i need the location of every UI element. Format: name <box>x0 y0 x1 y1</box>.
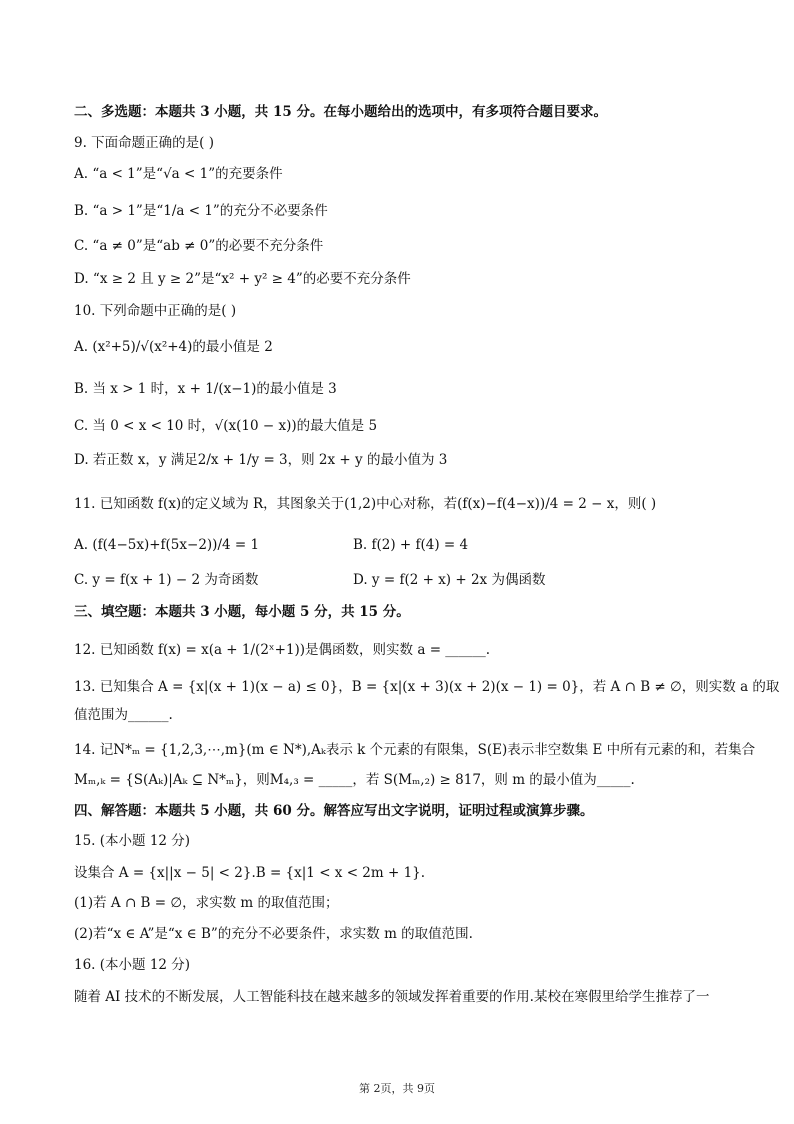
q10-option-b: B. 当 x > 1 时，x + 1/(x−1)的最小值是 3 <box>74 381 337 397</box>
q9-option-a: A. “a < 1”是“√a < 1”的充要条件 <box>74 166 283 182</box>
q11-option-c: C. y = f(x + 1) − 2 为奇函数 <box>74 572 259 588</box>
q14-line-1: 14. 记N*ₘ = {1,2,3,⋯,m}(m ∈ N*),Aₖ表示 k 个元素的有限集，S(E)表示非空数集 E 中所有元素的和，若集合 <box>74 742 756 758</box>
q11-stem: 11. 已知函数 f(x)的定义域为 R，其图象关于(1,2)中心对称，若(f(x)−f(4−x))/4 = 2 − x，则( ) <box>74 496 657 512</box>
page-footer: 第 2页，共 9页 <box>359 1082 435 1095</box>
q9-option-b: B. “a > 1”是“1/a < 1”的充分不必要条件 <box>74 203 328 219</box>
q10-option-c: C. 当 0 < x < 10 时，√(x(10 − x))的最大值是 5 <box>74 418 378 434</box>
q15-stem: 设集合 A = {x||x − 5| < 2}.B = {x|1 < x < 2m + 1}. <box>74 865 426 881</box>
q9-option-d: D. “x ≥ 2 且 y ≥ 2”是“x² + y² ≥ 4”的必要不充分条件 <box>74 271 411 287</box>
q15-title: 15. (本小题 12 分) <box>74 833 191 849</box>
q12-stem: 12. 已知函数 f(x) = x(a + 1/(2ˣ+1))是偶函数，则实数 a = ______. <box>74 642 491 658</box>
q11-option-d: D. y = f(2 + x) + 2x 为偶函数 <box>353 572 546 588</box>
q13-line-1: 13. 已知集合 A = {x|(x + 1)(x − a) ≤ 0}，B = {x|(x + 3)(x + 2)(x − 1) = 0}，若 A ∩ B ≠ ∅，则实数 a 的取 <box>74 679 780 695</box>
q9-stem: 9. 下面命题正确的是( ) <box>74 135 214 151</box>
q16-title: 16. (本小题 12 分) <box>74 957 191 973</box>
q13-line-2: 值范围为______. <box>74 707 173 723</box>
section-3-heading: 三、填空题：本题共 3 小题，每小题 5 分，共 15 分。 <box>74 604 410 620</box>
q11-option-a: A. (f(4−5x)+f(5x−2))/4 = 1 <box>74 537 260 553</box>
section-2-heading: 二、多选题：本题共 3 小题，共 15 分。在每小题给出的选项中，有多项符合题目要求。 <box>74 104 607 120</box>
q9-option-c: C. “a ≠ 0”是“ab ≠ 0”的必要不充分条件 <box>74 238 324 254</box>
section-4-heading: 四、解答题：本题共 5 小题，共 60 分。解答应写出文字说明，证明过程或演算步骤。 <box>74 803 594 819</box>
q14-line-2: Mₘ,ₖ = {S(Aₖ)|Aₖ ⊆ N*ₘ}，则M₄,₃ = _____，若 S(Mₘ,₂) ≥ 817，则 m 的最小值为_____. <box>74 772 635 788</box>
q10-option-a: A. (x²+5)/√(x²+4)的最小值是 2 <box>74 339 273 355</box>
q16-stem: 随着 AI 技术的不断发展，人工智能科技在越来越多的领域发挥着重要的作用.某校在寒假里给学生推荐了一 <box>74 989 710 1005</box>
q10-option-d: D. 若正数 x，y 满足2/x + 1/y = 3，则 2x + y 的最小值为 3 <box>74 452 448 468</box>
q10-stem: 10. 下列命题中正确的是( ) <box>74 303 237 319</box>
q15-part-1: (1)若 A ∩ B = ∅，求实数 m 的取值范围； <box>74 895 339 911</box>
q15-part-2: (2)若“x ∈ A”是“x ∈ B”的充分不必要条件，求实数 m 的取值范围. <box>74 926 473 942</box>
q11-option-b: B. f(2) + f(4) = 4 <box>353 537 469 553</box>
